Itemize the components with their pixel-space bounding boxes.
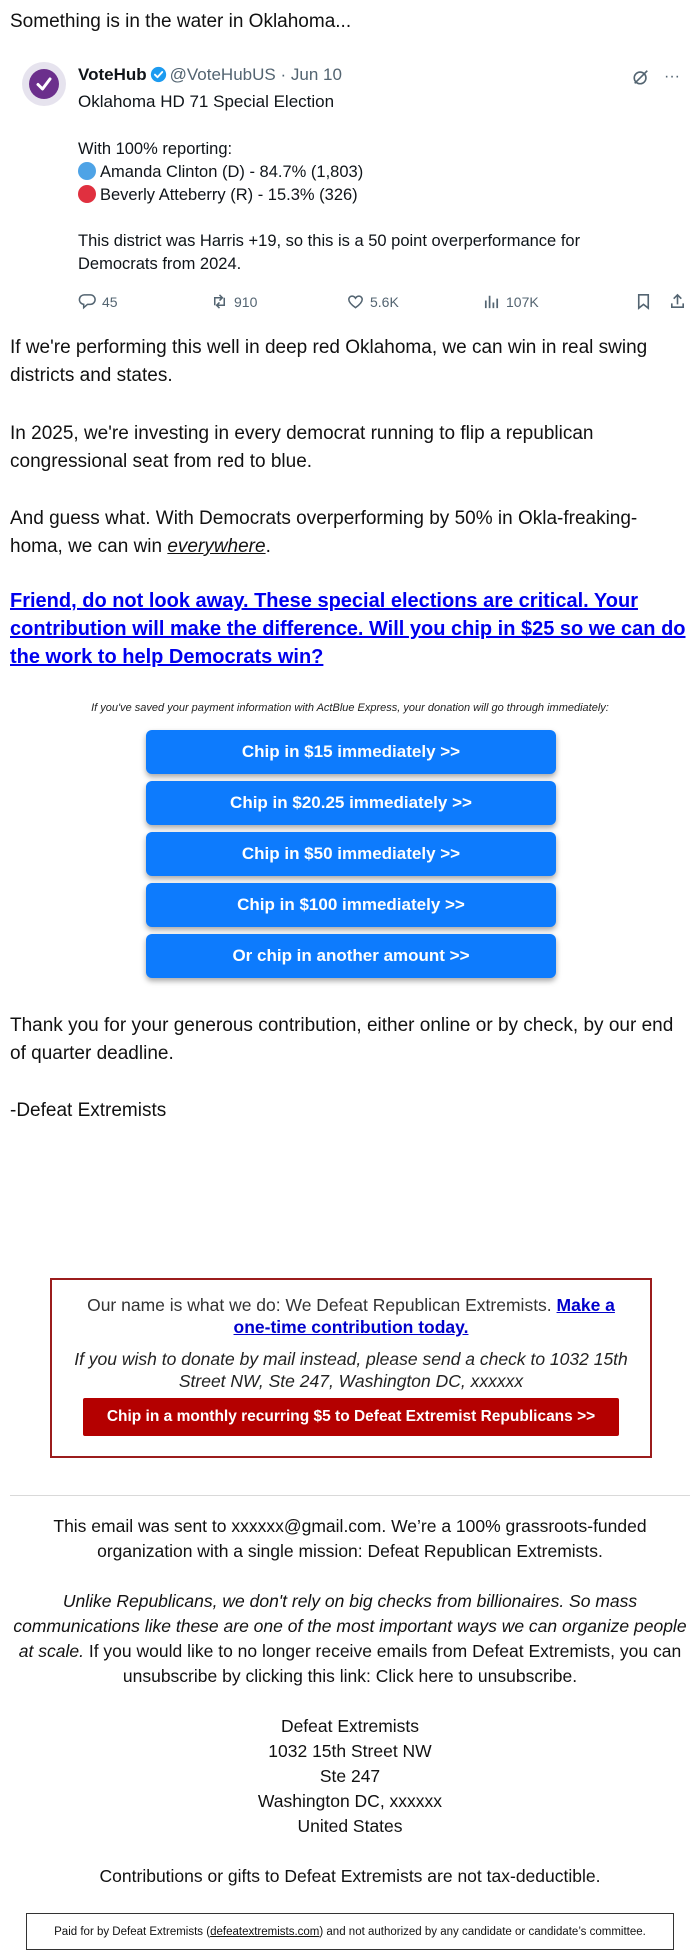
divider bbox=[10, 1495, 690, 1496]
chip-in-25-link[interactable]: Friend, do not look away. These special elections are critical. Your contribution will make the difference. Will you chip in $25 so we can do the work to help Democrats win? bbox=[10, 590, 686, 668]
one-time-contribution-link[interactable]: Make a one-time contribution today. bbox=[233, 1295, 615, 1337]
tweet-body bbox=[78, 138, 658, 276]
address-line: Washington DC, xxxxxx bbox=[257, 1791, 443, 1811]
reply-button[interactable] bbox=[78, 292, 118, 311]
actblue-express-note: If you've saved your payment information with ActBlue Express, your donation will go through immediately: bbox=[91, 702, 609, 714]
thank-you-text: Thank you for your generous contribution, either online or by check, by our end of quarter deadline. bbox=[10, 1015, 674, 1064]
tweet-handle[interactable]: @VoteHubUS bbox=[169, 65, 276, 84]
blue-circle-icon bbox=[78, 162, 96, 180]
candidate-row bbox=[78, 184, 658, 207]
more-options-icon[interactable]: ··· bbox=[664, 68, 680, 85]
paragraph-swing-districts: If we're performing this well in deep red Oklahoma, we can win in real swing districts and states. bbox=[10, 337, 648, 386]
intro-text: Something is in the water in Oklahoma... bbox=[10, 11, 352, 32]
website-link[interactable]: defeatextremists.com bbox=[210, 1925, 320, 1938]
footer-italic: Unlike Republicans, we don't rely on big checks from billionaires. So mass communications like these are one of the most important ways we can organize people at scale. bbox=[13, 1591, 687, 1661]
monthly-recurring-button[interactable]: Chip in a monthly recurring $5 to Defeat Extremist Republicans >> bbox=[83, 1398, 619, 1436]
footer-address bbox=[10, 1714, 690, 1839]
chip-100-button[interactable]: Chip in $100 immediately >> bbox=[146, 883, 556, 927]
legal-text: Paid for by Defeat Extremists ( bbox=[54, 1925, 211, 1938]
mail-donation-text: If you wish to donate by mail instead, please send a check to 1032 15th Street NW, Ste 247, Washington DC, xxxxxx bbox=[74, 1349, 628, 1391]
tweet-author-name[interactable]: VoteHub bbox=[78, 65, 147, 84]
candidate-label: Amanda Clinton (D) - 84.7% (1,803) bbox=[100, 163, 364, 181]
footer-sent-to: This email was sent to xxxxxx@gmail.com. We’re a 100% grassroots-funded organization with a single mission: Defeat Republican Extremists. bbox=[53, 1516, 647, 1561]
tweet-note: This district was Harris +19, so this is a 50 point overperformance for Democrats from 2024. bbox=[78, 232, 581, 273]
tweet-reporting: With 100% reporting: bbox=[78, 140, 233, 158]
chip-50-button[interactable]: Chip in $50 immediately >> bbox=[146, 832, 556, 876]
address-line: United States bbox=[297, 1816, 403, 1836]
share-button[interactable] bbox=[668, 292, 687, 311]
chip-20-25-button[interactable]: Chip in $20.25 immediately >> bbox=[146, 781, 556, 825]
paragraph-text: And guess what. With Democrats overperforming by 50% in Okla-freaking-homa, we can win bbox=[10, 508, 638, 557]
tweet-title: Oklahoma HD 71 Special Election bbox=[78, 92, 335, 111]
paid-for-disclaimer bbox=[26, 1913, 674, 1950]
signoff: -Defeat Extremists bbox=[10, 1100, 167, 1121]
views-count: 107K bbox=[506, 293, 539, 310]
legal-text-end: ) and not authorized by any candidate or candidate’s committee. bbox=[319, 1925, 646, 1938]
retweet-icon bbox=[210, 292, 229, 311]
checkmark-logo-icon bbox=[29, 69, 59, 99]
donation-box bbox=[50, 1278, 652, 1458]
box-intro bbox=[72, 1294, 630, 1338]
tweet-header bbox=[78, 65, 342, 85]
red-circle-icon bbox=[78, 185, 96, 203]
candidate-row bbox=[78, 161, 658, 184]
paragraph-overperforming bbox=[10, 505, 690, 561]
views-button[interactable] bbox=[482, 292, 539, 311]
tweet-action-bar bbox=[78, 292, 690, 316]
retweet-button[interactable] bbox=[210, 292, 257, 311]
address-line: Defeat Extremists bbox=[280, 1716, 420, 1736]
avatar[interactable] bbox=[22, 62, 66, 106]
box-text: Our name is what we do: We Defeat Republican Extremists. bbox=[87, 1295, 557, 1315]
bookmark-button[interactable] bbox=[634, 292, 653, 311]
embedded-tweet[interactable] bbox=[10, 48, 690, 318]
candidate-label: Beverly Atteberry (R) - 15.3% (326) bbox=[100, 186, 358, 204]
paragraph-investing: In 2025, we're investing in every democrat running to flip a republican congressional seat from red to blue. bbox=[10, 423, 594, 472]
address-line: 1032 15th Street NW bbox=[268, 1741, 432, 1761]
tweet-separator: · bbox=[280, 65, 287, 84]
share-icon bbox=[668, 292, 687, 311]
bookmark-icon bbox=[634, 292, 653, 311]
reply-count: 45 bbox=[102, 293, 118, 310]
reply-icon bbox=[78, 292, 97, 311]
like-button[interactable] bbox=[346, 292, 399, 311]
tax-notice: Contributions or gifts to Defeat Extremists are not tax-deductible. bbox=[99, 1866, 601, 1886]
address-line: Ste 247 bbox=[319, 1766, 381, 1786]
retweet-count: 910 bbox=[234, 293, 258, 310]
verified-badge-icon bbox=[150, 66, 167, 83]
chip-other-amount-button[interactable]: Or chip in another amount >> bbox=[146, 934, 556, 978]
unsubscribe-link[interactable]: If you would like to no longer receive emails from Defeat Extremists, you can unsubscribe by clicking this link: Click here to unsubscribe. bbox=[83, 1641, 682, 1686]
paragraph-text-end: . bbox=[265, 536, 271, 557]
tweet-date[interactable]: Jun 10 bbox=[290, 65, 342, 84]
chip-15-button[interactable]: Chip in $15 immediately >> bbox=[146, 730, 556, 774]
views-chart-icon bbox=[482, 292, 501, 311]
heart-icon bbox=[346, 292, 365, 311]
footer-unsubscribe-text bbox=[10, 1589, 690, 1689]
like-count: 5.6K bbox=[370, 293, 399, 310]
tweet-top-actions bbox=[632, 68, 680, 91]
emphasis-everywhere: everywhere bbox=[167, 536, 266, 557]
grok-icon[interactable] bbox=[632, 68, 650, 91]
